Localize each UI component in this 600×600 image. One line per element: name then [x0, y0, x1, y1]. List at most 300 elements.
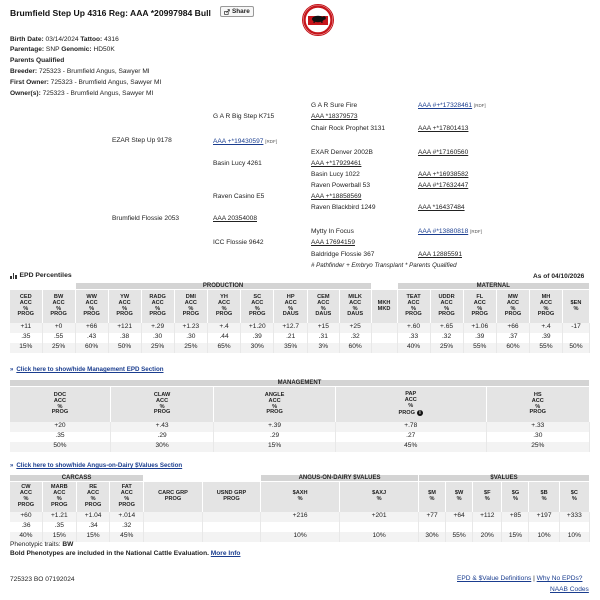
table-cell: +11 — [10, 323, 42, 333]
pedigree-dds: Mytty In Focus — [311, 228, 354, 235]
column-subheader: PROG — [182, 311, 200, 318]
column-subheader: % — [456, 496, 462, 503]
column-subheader: PROG — [51, 501, 68, 508]
column-header — [463, 290, 496, 323]
column-name: MH — [541, 293, 551, 300]
table-cell — [446, 522, 473, 532]
table-cell: 25% — [174, 343, 207, 353]
column-subheader: ACC — [19, 490, 32, 497]
table-cell: +.43 — [110, 422, 213, 432]
column-name: ANGLE — [264, 391, 285, 398]
pedigree-ds: Raven Casino E5 — [213, 193, 265, 200]
column-subheader: % — [541, 496, 547, 503]
table-cell: 15% — [76, 532, 110, 542]
table-cell: .29 — [214, 432, 336, 442]
table-cell: +.29 — [141, 323, 174, 333]
table-cell: +201 — [340, 512, 419, 522]
column-header — [563, 290, 590, 323]
table-cell: 60% — [339, 343, 371, 353]
column-header — [502, 482, 529, 512]
column-name: $G — [511, 490, 520, 497]
column-subheader: % — [408, 403, 414, 410]
table-cell: +.65 — [430, 323, 463, 333]
column-header — [174, 290, 207, 323]
table-cell: +112 — [473, 512, 502, 522]
column-subheader: ACC — [539, 299, 553, 306]
column-subheader: DAUS — [315, 311, 332, 318]
table-cell — [502, 522, 529, 532]
column-subheader: PROG — [537, 311, 555, 318]
table-cell: 20% — [473, 532, 502, 542]
column-header — [335, 387, 486, 422]
table-cell: .30 — [141, 333, 174, 343]
epd-table — [10, 283, 590, 353]
pedigree-dam-reg[interactable]: AAA 20354008 — [213, 215, 257, 222]
column-name: YH — [220, 293, 228, 300]
table-cell: 15% — [214, 442, 336, 452]
table-cell: 35% — [274, 343, 307, 353]
column-subheader: % — [122, 305, 128, 312]
table-cell: +.39 — [214, 422, 336, 432]
column-subheader: ACC — [317, 299, 330, 306]
column-subheader: PROG — [116, 311, 133, 318]
table-cell: +85 — [502, 512, 529, 522]
table-cell: .39 — [529, 333, 562, 343]
column-subheader: ACC — [268, 397, 281, 404]
table-cell: +.014 — [110, 512, 144, 522]
column-subheader: % — [56, 496, 62, 503]
phenotypic-traits: Phenotypic traits: BW — [10, 541, 74, 548]
column-header — [42, 290, 75, 323]
table-cell: 65% — [208, 343, 241, 353]
carcass-group-header: CARCASS — [10, 475, 144, 482]
column-name: CARC GRP — [158, 490, 188, 497]
pedigree-ssd: Chair Rock Prophet 3131 — [311, 125, 386, 132]
table-cell: .38 — [108, 333, 141, 343]
column-subheader: ACC — [53, 397, 67, 404]
column-name: MW — [508, 293, 518, 300]
column-header — [202, 482, 260, 512]
pedigree-dsd: Raven Blackbird 1249 — [311, 204, 376, 211]
table-cell: +.4 — [529, 323, 562, 333]
column-header — [529, 290, 562, 323]
column-subheader: % — [124, 496, 130, 503]
column-subheader: ACC — [118, 299, 131, 306]
table-cell: .27 — [335, 432, 486, 442]
bar-chart-icon — [10, 273, 17, 279]
pedigree-sdd: Basin Lucy 1022 — [311, 171, 360, 178]
table-cell: -17 — [563, 323, 590, 333]
column-name: $W — [454, 490, 464, 497]
epd-definitions-link[interactable]: EPD & $Value Definitions — [457, 575, 532, 582]
column-subheader: PROG — [50, 311, 67, 318]
column-subheader: PROG — [266, 409, 283, 416]
table-cell: +.78 — [335, 422, 486, 432]
column-header — [110, 482, 144, 512]
column-subheader: % — [352, 305, 358, 312]
table-row — [10, 532, 590, 542]
column-name: $EN — [570, 299, 582, 306]
column-name: DMI — [185, 293, 196, 300]
column-header — [42, 482, 76, 512]
column-subheader: ACC — [120, 490, 133, 497]
registration-code: 725323 BO 07192024 — [10, 576, 75, 583]
column-name: HS — [533, 391, 542, 398]
column-name: $AXH — [292, 490, 308, 497]
table-cell: +15 — [307, 323, 339, 333]
pedigree-ds-reg[interactable]: AAA +*18858569 — [311, 193, 362, 200]
table-row — [10, 422, 590, 432]
column-subheader: PROG — [84, 501, 102, 508]
column-subheader: ACC — [85, 299, 98, 306]
column-subheader: PROG — [153, 409, 171, 416]
column-subheader: PROG — [438, 311, 455, 318]
table-cell: 55% — [463, 343, 496, 353]
table-cell: +60 — [10, 512, 42, 522]
owners-line: Owner(s): 725323 - Brumfield Angus, Sawyer MI — [10, 90, 154, 97]
column-subheader: % — [376, 496, 382, 503]
pedigree-sds-reg[interactable]: AAA #*17160560 — [418, 149, 469, 156]
column-subheader: ACC — [531, 397, 544, 404]
table-cell: +333 — [559, 512, 589, 522]
pedigree-sire: EZAR Step Up 9178 — [112, 137, 172, 144]
table-cell: +121 — [108, 323, 141, 333]
table-cell: .37 — [496, 333, 529, 343]
table-cell — [371, 323, 397, 333]
column-subheader: % — [56, 305, 62, 312]
management-toggle[interactable]: » Click here to show/hide Management EPD Section — [10, 366, 164, 373]
table-cell: .29 — [110, 432, 213, 442]
table-cell: 25% — [430, 343, 463, 353]
table-cell: 10% — [261, 532, 340, 542]
column-subheader: DAUS — [347, 311, 364, 318]
column-subheader: ACC — [53, 490, 66, 497]
pedigree-dam: Brumfield Flossie 2053 — [112, 215, 180, 222]
birth-tattoo-line: Birth Date: 03/14/2024 Tattoo: 4316 — [10, 36, 119, 43]
production-group-header: PRODUCTION — [75, 283, 371, 290]
column-name: SC — [253, 293, 262, 300]
column-name: RADG — [149, 293, 166, 300]
table-cell: 45% — [110, 532, 144, 542]
share-label: Share — [232, 8, 250, 15]
epd-section-heading: EPD Percentiles — [10, 272, 72, 279]
column-subheader: ACC — [440, 299, 453, 306]
column-name: USND GRP — [216, 490, 247, 497]
table-row — [10, 323, 590, 333]
aod-group-header: ANGUS-ON-DAIRY $VALUES — [261, 475, 419, 482]
column-name: DOC — [53, 391, 67, 398]
management-group-header: MANAGEMENT — [10, 380, 590, 387]
column-subheader: DAUS — [282, 311, 299, 318]
table-cell: 40% — [10, 532, 42, 542]
table-cell: +1.23 — [174, 323, 207, 333]
table-cell: 25% — [141, 343, 174, 353]
table-cell: 55% — [446, 532, 473, 542]
table-cell: 50% — [10, 442, 110, 452]
table-cell: 25% — [486, 442, 589, 452]
column-subheader: % — [571, 496, 577, 503]
column-subheader: % — [535, 403, 541, 410]
pedigree-ddd: Baldridge Flossie 367 — [311, 251, 375, 258]
table-cell: +64 — [446, 512, 473, 522]
column-name: MARB — [50, 484, 68, 491]
column-subheader: % — [320, 305, 326, 312]
column-subheader: PROG — [17, 311, 35, 318]
table-cell: .39 — [241, 333, 274, 343]
table-cell — [202, 532, 260, 542]
pedigree-dsd-reg[interactable]: AAA *16437484 — [418, 204, 465, 211]
column-subheader: PROG — [471, 311, 488, 318]
column-name: TEAT — [406, 293, 421, 300]
column-header — [339, 290, 371, 323]
table-cell: 30% — [110, 442, 213, 452]
column-name: BW — [53, 293, 64, 300]
column-subheader: % — [23, 496, 29, 503]
parents-qualified: Parents Qualified — [10, 57, 65, 64]
table-cell: .35 — [10, 432, 110, 442]
table-row — [10, 432, 590, 442]
column-name: $F — [484, 490, 491, 497]
column-subheader: PROG — [249, 311, 266, 318]
table-cell: .36 — [10, 522, 42, 532]
column-subheader: % — [429, 496, 435, 503]
table-cell: .34 — [76, 522, 110, 532]
pedigree-dd: ICC Flossie 9642 — [213, 239, 264, 246]
table-cell: 60% — [496, 343, 529, 353]
table-cell: 10% — [340, 532, 419, 542]
epd-as-of: As of 04/10/2026 — [533, 273, 585, 280]
pedigree-dss-reg[interactable]: AAA #*17632447 — [418, 182, 469, 189]
table-cell: 15% — [502, 532, 529, 542]
column-header — [559, 482, 589, 512]
column-header — [214, 387, 336, 422]
column-name: MKH — [377, 299, 391, 306]
why-no-epds-link[interactable]: Why No EPDs? — [536, 575, 583, 582]
table-cell: +1.21 — [42, 512, 76, 522]
column-subheader: PROG — [118, 501, 135, 508]
column-subheader: ACC — [349, 299, 362, 306]
pedigree-sdd-reg[interactable]: AAA +*16938582 — [418, 171, 469, 178]
column-subheader: % — [411, 305, 417, 312]
column-subheader: PROG i — [336, 410, 486, 417]
svalues-group-header: $VALUES — [419, 475, 590, 482]
column-subheader: PROG — [164, 496, 182, 503]
column-subheader: PROG — [51, 409, 69, 416]
column-header — [75, 290, 108, 323]
column-name: WW — [86, 293, 97, 300]
pedigree-ssd-reg[interactable]: AAA +*17801413 — [418, 125, 469, 132]
table-cell: .32 — [110, 522, 144, 532]
column-subheader: % — [155, 305, 161, 312]
table-row — [10, 333, 590, 343]
table-cell: +197 — [529, 512, 559, 522]
table-row — [10, 522, 590, 532]
table-cell: 50% — [563, 343, 590, 353]
table-cell: +12.7 — [274, 323, 307, 333]
column-name: HP — [286, 293, 295, 300]
column-header — [261, 482, 340, 512]
column-subheader: % — [23, 305, 29, 312]
column-subheader: % — [90, 496, 96, 503]
pedigree-sire-reg[interactable]: AAA +*19430597 [RDF] — [213, 138, 278, 145]
table-cell: .35 — [42, 522, 76, 532]
angus-association-logo — [302, 4, 334, 36]
column-name: FAT — [121, 484, 132, 491]
column-subheader: % — [484, 496, 490, 503]
column-header — [496, 290, 529, 323]
column-name: UDDR — [438, 293, 455, 300]
column-header — [529, 482, 559, 512]
column-name: RE — [89, 484, 97, 491]
column-header — [446, 482, 473, 512]
share-button[interactable] — [220, 6, 254, 17]
share-icon — [224, 9, 230, 15]
table-cell: 50% — [108, 343, 141, 353]
table-cell — [144, 512, 203, 522]
table-cell: .44 — [208, 333, 241, 343]
table-cell — [202, 512, 260, 522]
column-header — [430, 290, 463, 323]
column-subheader: % — [188, 305, 194, 312]
column-subheader: % — [89, 305, 95, 312]
table-cell — [371, 343, 397, 353]
column-subheader: PROG — [83, 311, 100, 318]
column-subheader: % — [297, 496, 303, 503]
table-cell: +1.06 — [463, 323, 496, 333]
table-cell: 30% — [419, 532, 446, 542]
table-row — [10, 512, 590, 522]
column-name: FL — [476, 293, 484, 300]
pedigree-sds: EXAR Denver 2002B — [311, 149, 373, 156]
management-table — [10, 380, 590, 452]
column-subheader: ACC — [151, 299, 164, 306]
table-cell — [559, 522, 589, 532]
bold-phenotypes-note: Bold Phenotypes are included in the National Cattle Evaluation. More Info — [10, 550, 241, 557]
column-header — [144, 482, 203, 512]
column-name: $AXJ — [372, 490, 387, 497]
column-name: $B — [540, 490, 548, 497]
column-subheader: ACC — [506, 299, 520, 306]
column-subheader: ACC — [284, 299, 297, 306]
table-cell — [563, 333, 590, 343]
pedigree-sd: Basin Lucy 4261 — [213, 160, 262, 167]
column-header — [307, 290, 339, 323]
column-name: CED — [19, 293, 32, 300]
column-subheader: % — [510, 305, 516, 312]
table-cell: +1.20 — [241, 323, 274, 333]
pedigree-footnote: # Pathfinder + Embryo Transplant * Parents Qualified — [311, 262, 457, 269]
column-subheader: % — [288, 305, 294, 312]
table-cell: +.60 — [397, 323, 430, 333]
column-name: PAP — [405, 391, 417, 398]
angus-on-dairy-toggle[interactable]: » Click here to show/hide Angus-on-Dairy $Values Section — [10, 462, 183, 469]
table-cell: 25% — [42, 343, 75, 353]
table-cell: 10% — [529, 532, 559, 542]
carcass-table — [10, 475, 590, 542]
breeder-line: Breeder: 725323 - Brumfield Angus, Sawyer MI — [10, 68, 150, 75]
more-info-link[interactable]: More Info — [210, 550, 241, 557]
column-header — [419, 482, 446, 512]
table-cell: 55% — [529, 343, 562, 353]
column-header — [340, 482, 419, 512]
column-subheader: % — [573, 305, 579, 312]
column-subheader: % — [159, 403, 165, 410]
table-cell: +25 — [339, 323, 371, 333]
column-subheader: ACC — [52, 299, 65, 306]
animal-title: Brumfield Step Up 4316 Reg: AAA *20997984 Bull — [10, 8, 211, 18]
naab-codes-link[interactable]: NAAB Codes — [550, 586, 589, 593]
table-cell: .30 — [174, 333, 207, 343]
table-cell: .32 — [339, 333, 371, 343]
column-subheader: ACC — [19, 299, 32, 306]
column-header — [486, 387, 589, 422]
table-cell — [419, 522, 446, 532]
table-cell — [202, 522, 260, 532]
column-header — [10, 387, 110, 422]
column-subheader: PROG — [215, 311, 233, 318]
column-name: YW — [120, 293, 130, 300]
column-subheader: % — [512, 496, 518, 503]
table-cell — [144, 532, 203, 542]
pedigree-dds-reg[interactable]: AAA #*13880818 [RDF] — [418, 228, 482, 235]
column-subheader: MKD — [377, 305, 391, 312]
column-name: CW — [21, 484, 31, 491]
table-cell: .33 — [397, 333, 430, 343]
table-cell: .43 — [75, 333, 108, 343]
table-cell: 15% — [10, 343, 42, 353]
column-subheader: ACC — [251, 299, 264, 306]
column-subheader: ACC — [156, 397, 169, 404]
column-header — [10, 482, 42, 512]
pedigree-sd-reg[interactable]: AAA +*17929461 — [311, 160, 362, 167]
table-cell: .31 — [307, 333, 339, 343]
column-name: $M — [428, 490, 436, 497]
info-icon[interactable]: i — [417, 410, 423, 416]
table-cell: .21 — [274, 333, 307, 343]
column-header — [108, 290, 141, 323]
table-cell: +77 — [419, 512, 446, 522]
first-owner-line: First Owner: 725323 - Brumfield Angus, Sawyer MI — [10, 79, 162, 86]
table-cell: 15% — [42, 532, 76, 542]
table-row — [10, 343, 590, 353]
column-subheader: ACC — [473, 299, 486, 306]
parentage-line: Parentage: SNP Genomic: HD50K — [10, 46, 115, 53]
pedigree-dss: Raven Powerball 53 — [311, 182, 371, 189]
table-cell: +66 — [75, 323, 108, 333]
table-cell: +1.04 — [76, 512, 110, 522]
pedigree-dd-reg[interactable]: AAA 17694159 — [311, 239, 355, 246]
table-row — [10, 442, 590, 452]
column-subheader: % — [57, 403, 63, 410]
table-cell: +.4 — [208, 323, 241, 333]
table-cell: +0 — [42, 323, 75, 333]
column-header — [141, 290, 174, 323]
table-cell — [144, 522, 203, 532]
table-cell: +20 — [10, 422, 110, 432]
column-subheader: % — [543, 305, 549, 312]
table-cell — [371, 333, 397, 343]
column-subheader: ACC — [184, 299, 197, 306]
column-header — [10, 290, 42, 323]
pedigree-sss-reg[interactable]: AAA #+*17328461 [RDF] — [418, 102, 486, 109]
table-cell — [261, 522, 340, 532]
pedigree-ss-reg[interactable]: AAA *18379573 — [311, 113, 358, 120]
pedigree-ddd-reg[interactable]: AAA 12885591 — [418, 251, 462, 258]
column-header — [397, 290, 430, 323]
table-cell: +66 — [496, 323, 529, 333]
table-cell: 30% — [241, 343, 274, 353]
table-cell: 3% — [307, 343, 339, 353]
